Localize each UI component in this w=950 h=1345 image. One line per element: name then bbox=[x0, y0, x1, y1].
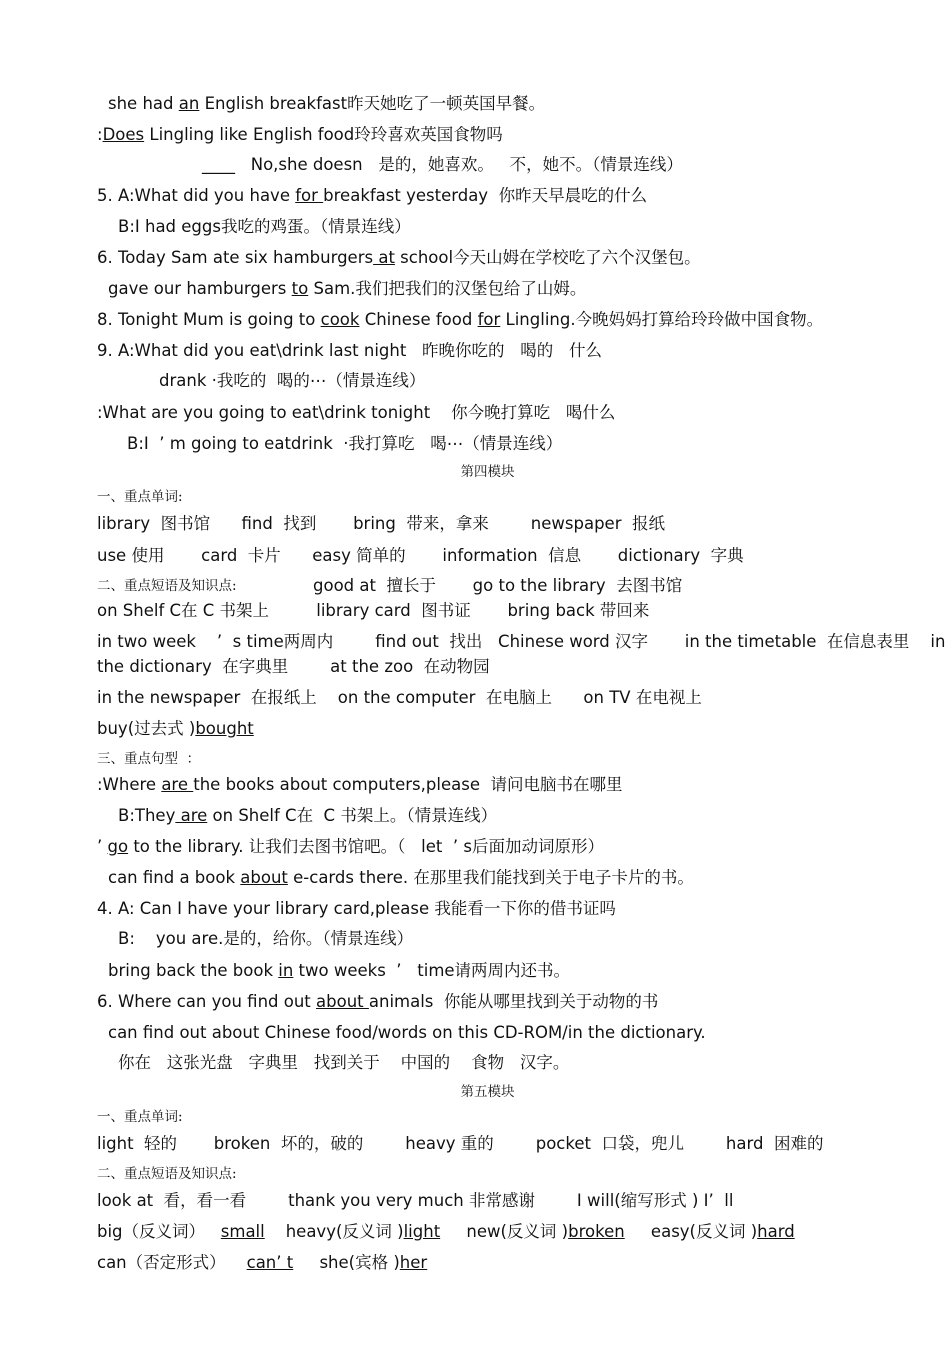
text-line bbox=[97, 688, 702, 708]
text-line bbox=[97, 719, 254, 739]
text-segment: big（反义词） bbox=[97, 1222, 221, 1241]
text-segment: 你在 这张光盘 字典里 找到关于 中国的 食物 汉字。 bbox=[118, 1053, 570, 1072]
text-segment: drank ·我吃的 喝的⋯（情景连线） bbox=[159, 371, 426, 390]
text-segment: she had bbox=[108, 94, 179, 113]
text-segment: 4. A: Can I have your library card,please 我能看一下你的借书证吗 bbox=[97, 899, 616, 918]
text-segment: heavy(反义词 ) bbox=[264, 1222, 404, 1241]
section-heading: 二、重点短语及知识点: bbox=[97, 578, 237, 594]
underlined-word: are bbox=[175, 806, 208, 825]
text-segment: 9. A:What did you eat\drink last night 昨晚你吃的 喝的 什么 bbox=[97, 341, 603, 360]
text-segment: B:They bbox=[118, 806, 176, 825]
text-line bbox=[97, 310, 823, 330]
text-segment: two weeks ’ time请两周内还书。 bbox=[293, 961, 571, 980]
text-line bbox=[118, 217, 411, 237]
text-segment: good at 擅长于 go to the library 去图书馆 bbox=[313, 576, 683, 595]
underlined-word: her bbox=[399, 1253, 428, 1272]
section-heading: 一、重点单词: bbox=[97, 489, 183, 505]
text-line bbox=[97, 341, 602, 361]
text-segment: Lingling like English food玲玲喜欢英国食物吗 bbox=[144, 125, 503, 144]
underlined-word: about bbox=[240, 868, 288, 887]
text-segment: can（否定形式） bbox=[97, 1253, 247, 1272]
underlined-word: for bbox=[295, 186, 324, 205]
text-line bbox=[97, 775, 622, 795]
text-segment: on Shelf C在 C 书架上 library card 图书证 bring back 带回来 bbox=[97, 601, 650, 620]
text-line bbox=[97, 992, 658, 1012]
underlined-word: to bbox=[291, 279, 309, 298]
text-line bbox=[97, 514, 665, 534]
text-segment: Sam.我们把我们的汉堡包给了山姆。 bbox=[308, 279, 587, 298]
text-segment: the books about computers,please 请问电脑书在哪里 bbox=[193, 775, 623, 794]
text-line bbox=[97, 125, 503, 145]
underlined-word: hard bbox=[757, 1222, 795, 1241]
text-segment: library 图书馆 find 找到 bring 带来，拿来 newspaper 报纸 bbox=[97, 514, 665, 533]
text-line bbox=[97, 1222, 795, 1242]
text-segment: B:I had eggs我吃的鸡蛋。（情景连线） bbox=[118, 217, 411, 236]
text-segment: 6. Where can you find out bbox=[97, 992, 317, 1011]
text-segment: she(宾格 ) bbox=[293, 1253, 400, 1272]
text-line bbox=[97, 403, 615, 423]
text-segment: :What are you going to eat\drink tonight 你今晚打算吃 喝什么 bbox=[97, 403, 616, 422]
text-line bbox=[118, 929, 413, 949]
text-segment: 8. Tonight Mum is going to bbox=[97, 310, 321, 329]
text-line bbox=[97, 1253, 427, 1273]
section-heading: 二、重点短语及知识点: bbox=[97, 1166, 237, 1182]
underlined-word: are bbox=[161, 775, 194, 794]
text-line bbox=[97, 632, 945, 652]
text-segment: 5. A:What did you have bbox=[97, 186, 296, 205]
text-segment: : bbox=[97, 125, 103, 144]
text-line bbox=[97, 837, 604, 857]
text-segment: B:I ’ m going to eatdrink ·我打算吃 喝⋯（情景连线） bbox=[127, 434, 563, 453]
section-heading: 一、重点单词: bbox=[97, 1109, 183, 1125]
module-4-heading: 第四模块 bbox=[460, 464, 515, 480]
text-line bbox=[159, 371, 425, 391]
text-segment: can find out about Chinese food/words on this CD-ROM/in the dictionary. bbox=[108, 1023, 706, 1042]
text-segment: in the newspaper 在报纸上 on the computer 在电脑上 on TV 在电视上 bbox=[97, 688, 702, 707]
text-line bbox=[97, 657, 490, 677]
text-segment: buy(过去式 ) bbox=[97, 719, 196, 738]
text-segment: new(反义词 ) bbox=[440, 1222, 569, 1241]
module-5-heading: 第五模块 bbox=[460, 1084, 515, 1100]
text-line bbox=[108, 868, 694, 888]
text-segment: can find a book bbox=[108, 868, 241, 887]
text-segment: English breakfast昨天她吃了一顿英国早餐。 bbox=[199, 94, 546, 113]
text-segment: to the library. 让我们去图书馆吧。（ let ’ s后面加动词原形） bbox=[128, 837, 604, 856]
text-segment: light 轻的 broken 坏的，破的 heavy 重的 pocket 口袋，兜儿 hard 困难的 bbox=[97, 1134, 824, 1153]
underlined-word: go bbox=[107, 837, 129, 856]
text-segment: No,she doesn 是的，她喜欢。 不，她不。（情景连线） bbox=[235, 155, 683, 174]
text-segment: e-cards there. 在那里我们能找到关于电子卡片的书。 bbox=[287, 868, 694, 887]
underlined-word: about bbox=[316, 992, 369, 1011]
text-segment: ’ bbox=[97, 837, 108, 856]
text-line bbox=[97, 186, 647, 206]
text-segment: 6. Today Sam ate six hamburgers bbox=[97, 248, 374, 267]
text-segment: use 使用 card 卡片 easy 简单的 information 信息 dictionary 字典 bbox=[97, 546, 744, 565]
text-segment: the dictionary 在字典里 at the zoo 在动物园 bbox=[97, 657, 490, 676]
text-line bbox=[108, 94, 545, 114]
text-segment: look at 看，看一看 thank you very much 非常感谢 I will(缩写形式 ) I’ ll bbox=[97, 1191, 734, 1210]
underlined-word: bought bbox=[195, 719, 254, 738]
text-line bbox=[108, 279, 586, 299]
underlined-word: cook bbox=[320, 310, 360, 329]
text-segment: on Shelf C在 C 书架上。（情景连线） bbox=[207, 806, 498, 825]
underlined-word: for bbox=[477, 310, 501, 329]
text-line bbox=[313, 576, 682, 596]
text-segment: ____ bbox=[202, 155, 235, 174]
text-segment: animals 你能从哪里找到关于动物的书 bbox=[368, 992, 659, 1011]
text-line bbox=[118, 1053, 569, 1073]
text-line bbox=[97, 1191, 733, 1211]
text-segment: :Where bbox=[97, 775, 162, 794]
text-segment: easy(反义词 ) bbox=[624, 1222, 758, 1241]
text-segment: bring back the book bbox=[108, 961, 279, 980]
underlined-word: at bbox=[373, 248, 395, 267]
underlined-word: Does bbox=[102, 125, 145, 144]
text-line bbox=[202, 155, 683, 175]
text-line bbox=[118, 806, 497, 826]
text-line bbox=[108, 961, 570, 981]
underlined-word: broken bbox=[568, 1222, 625, 1241]
underlined-word: in bbox=[278, 961, 294, 980]
underlined-word: an bbox=[178, 94, 200, 113]
text-segment: school今天山姆在学校吃了六个汉堡包。 bbox=[394, 248, 701, 267]
text-line bbox=[127, 434, 562, 454]
underlined-word: can’ t bbox=[246, 1253, 294, 1272]
text-line bbox=[97, 899, 616, 919]
text-segment: B: you are.是的，给你。（情景连线） bbox=[118, 929, 414, 948]
underlined-word: light bbox=[403, 1222, 441, 1241]
text-segment: Chinese food bbox=[359, 310, 478, 329]
text-line bbox=[97, 1134, 823, 1154]
text-segment: breakfast yesterday 你昨天早晨吃的什么 bbox=[323, 186, 648, 205]
section-heading: 三、重点句型 ： bbox=[97, 751, 201, 767]
text-segment: gave our hamburgers bbox=[108, 279, 292, 298]
text-segment: in two week ’ s time两周内 find out 找出 Chinese word 汉字 in the timetable 在信息表里 in bbox=[97, 632, 946, 651]
text-line bbox=[108, 1023, 706, 1043]
text-segment: Lingling.今晚妈妈打算给玲玲做中国食物。 bbox=[500, 310, 824, 329]
underlined-word: small bbox=[220, 1222, 265, 1241]
text-line bbox=[97, 546, 744, 566]
text-line bbox=[97, 248, 701, 268]
text-line bbox=[97, 601, 649, 621]
